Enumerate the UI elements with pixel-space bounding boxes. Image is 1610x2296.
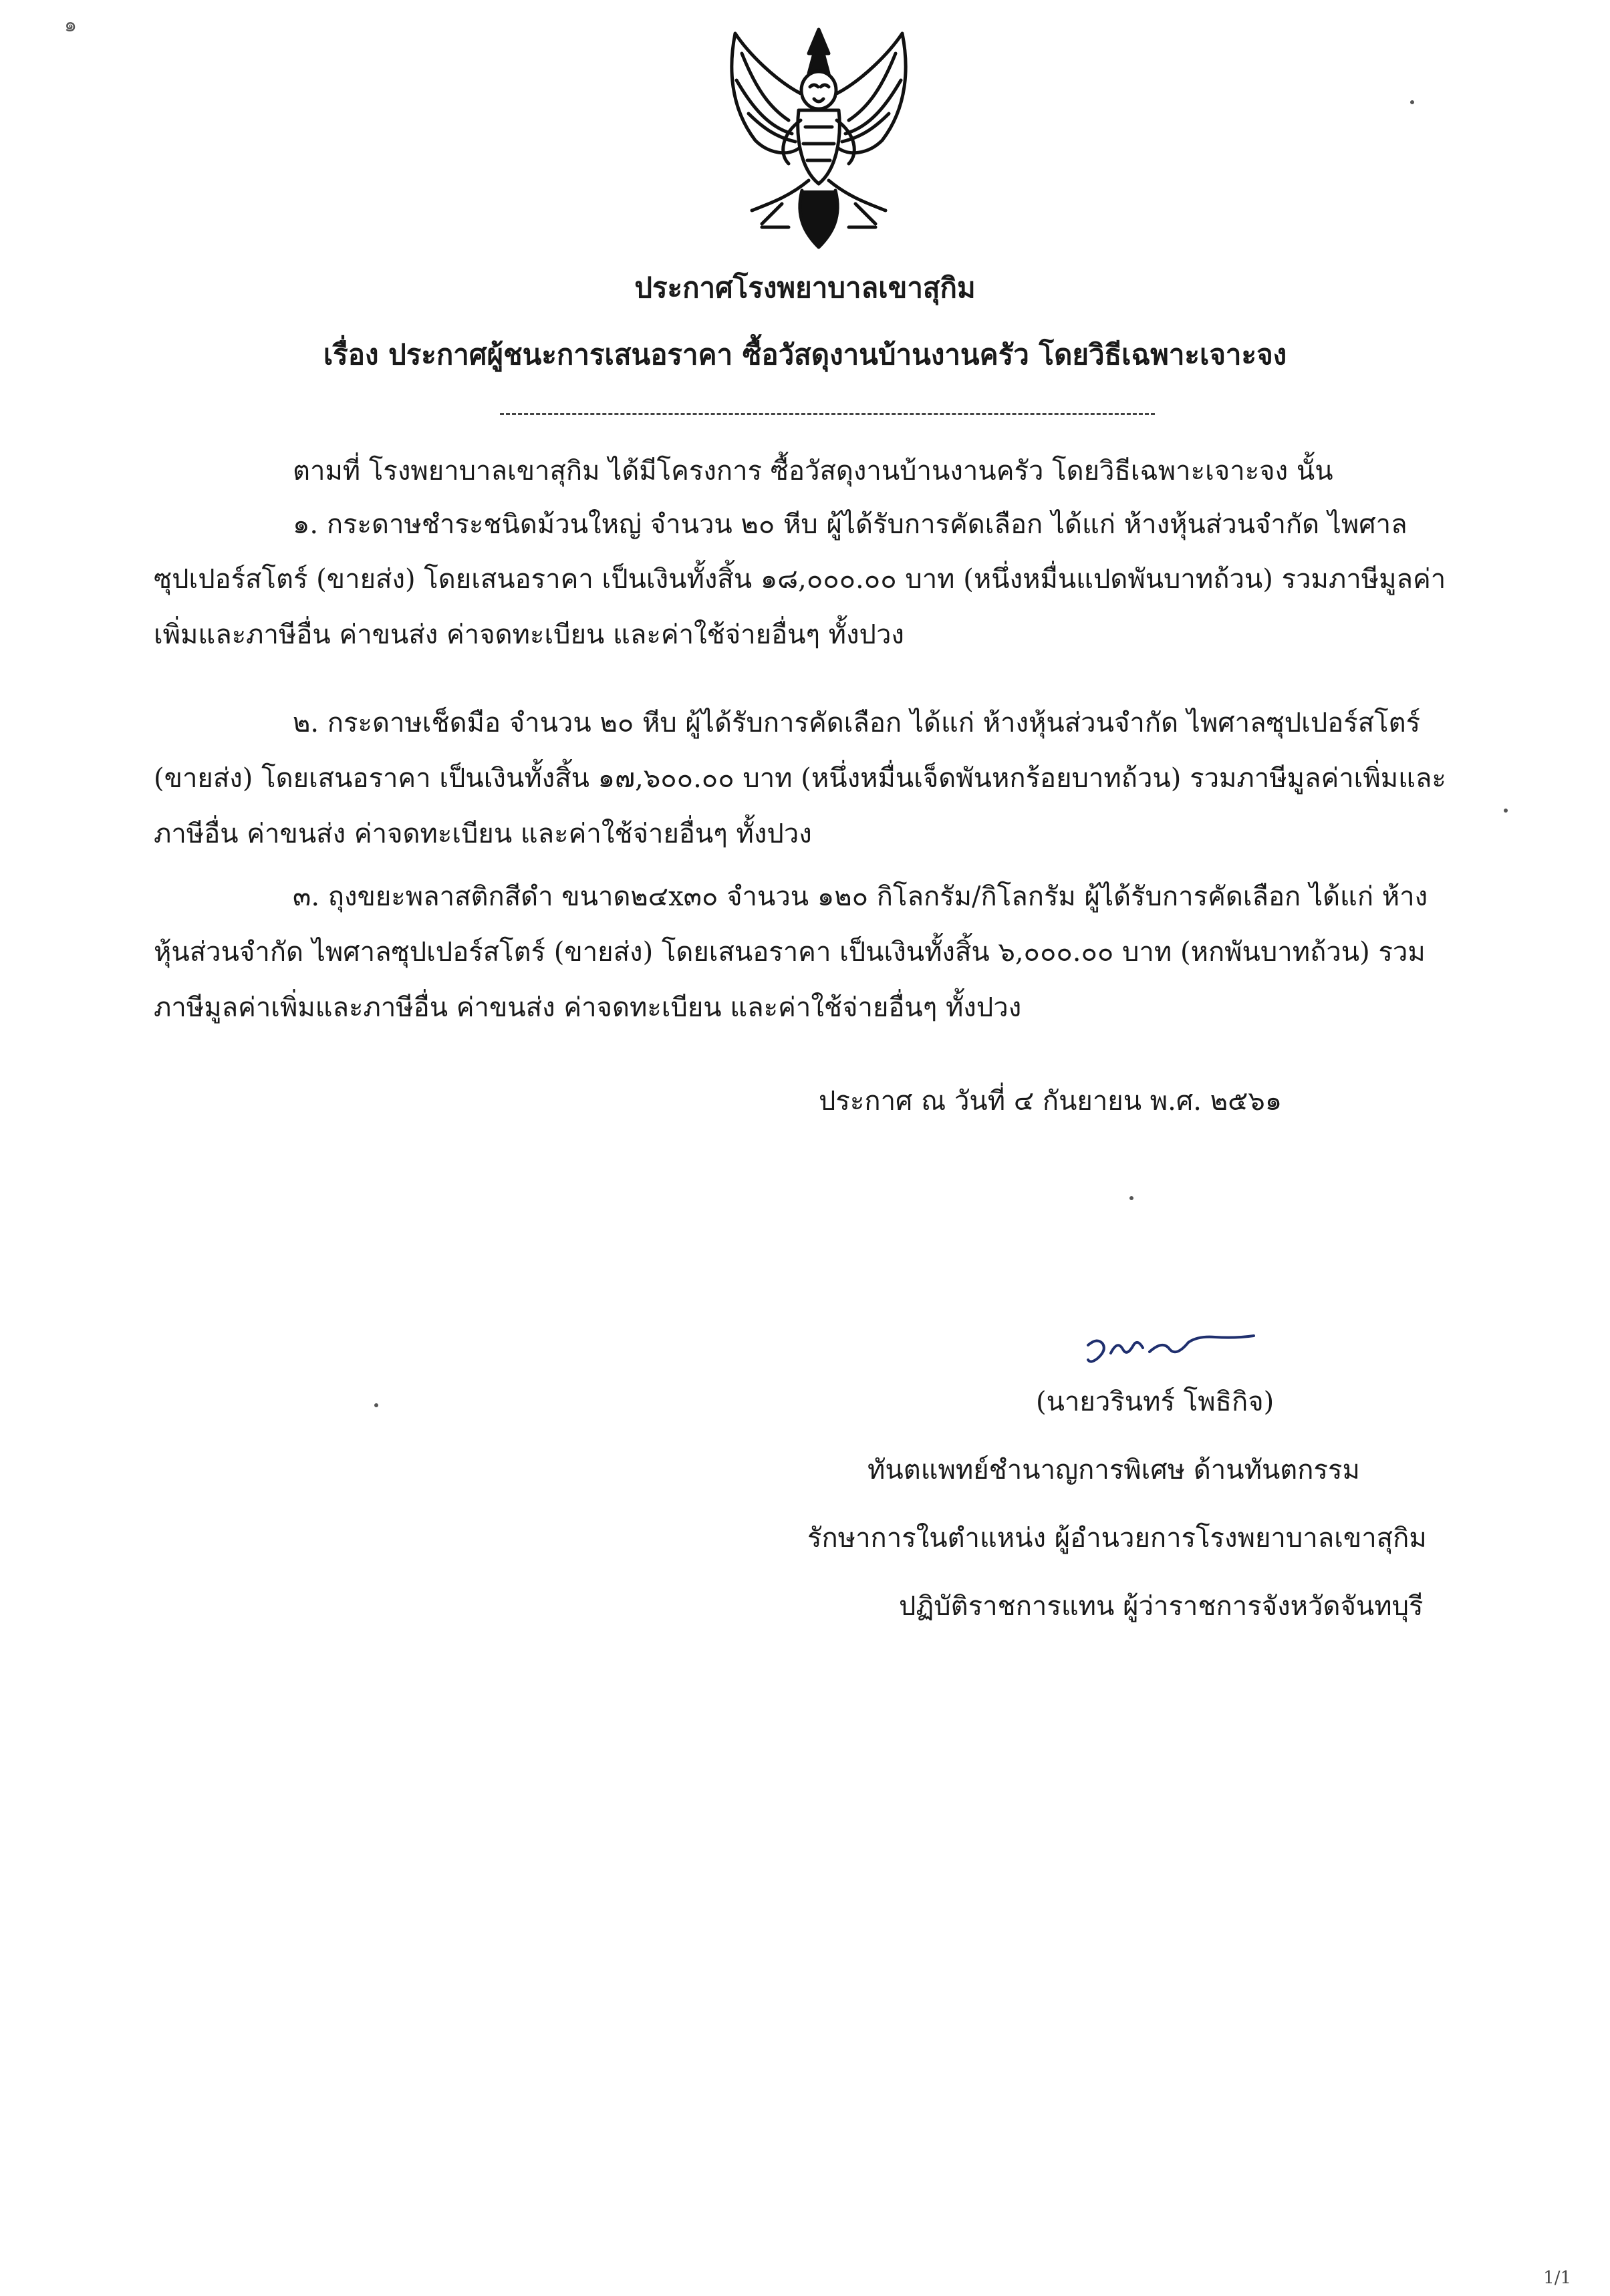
item-3-line-3: ภาษีมูลค่าเพิ่มและภาษีอื่น ค่าขนส่ง ค่าจดทะเบียน และค่าใช้จ่ายอื่นๆ ทั้งปวง <box>154 992 1022 1023</box>
signer-position-3: ปฏิบัติราชการแทน ผู้ว่าราชการจังหวัดจันทบุรี <box>899 1591 1424 1622</box>
announce-date: ประกาศ ณ วันที่ ๔ กันยายน พ.ศ. ๒๕๖๑ <box>819 1086 1283 1117</box>
item-2-line-3: ภาษีอื่น ค่าขนส่ง ค่าจดทะเบียน และค่าใช้จ่ายอื่นๆ ทั้งปวง <box>154 819 812 849</box>
announcement-subject: เรื่อง ประกาศผู้ชนะการเสนอราคา ซื้อวัสดุงานบ้านงานครัว โดยวิธีเฉพาะเจาะจง <box>323 338 1287 371</box>
scan-speck <box>1410 100 1414 104</box>
signer-position-2: รักษาการในตำแหน่ง ผู้อำนวยการโรงพยาบาลเขาสุกิม <box>807 1523 1427 1554</box>
page-number: 1/1 <box>1543 2268 1571 2288</box>
signer-name: (นายวรินทร์ โพธิกิจ) <box>1036 1387 1274 1417</box>
scan-speck <box>1504 809 1508 813</box>
item-3-line-1: ๓. ถุงขยะพลาสติกสีดำ ขนาด๒๔x๓๐ จำนวน ๑๒๐ กิโลกรัม/กิโลกรัม ผู้ได้รับการคัดเลือก ได้แก่ ห้าง <box>293 881 1428 912</box>
scan-speck <box>374 1403 378 1407</box>
item-2-line-2: (ขายส่ง) โดยเสนอราคา เป็นเงินทั้งสิ้น ๑๗,๖๐๐.๐๐ บาท (หนึ่งหมื่นเจ็ดพันหกร้อยบาทถ้วน) รวมภาษีมูลค่าเพิ่มและ <box>154 763 1446 794</box>
scan-speck <box>1129 1196 1133 1200</box>
corner-mark: ๑ <box>64 13 78 37</box>
item-3-line-2: หุ้นส่วนจำกัด ไพศาลซุปเปอร์สโตร์ (ขายส่ง) โดยเสนอราคา เป็นเงินทั้งสิ้น ๖,๐๐๐.๐๐ บาท (หกพันบาทถ้วน) รวม <box>154 937 1426 968</box>
announcement-title: ประกาศโรงพยาบาลเขาสุกิม <box>634 271 976 304</box>
intro-paragraph: ตามที่ โรงพยาบาลเขาสุกิม ได้มีโครงการ ซื้อวัสดุงานบ้านงานครัว โดยวิธีเฉพาะเจาะจง นั้น <box>293 456 1333 486</box>
item-1-line-2: ซุปเปอร์สโตร์ (ขายส่ง) โดยเสนอราคา เป็นเงินทั้งสิ้น ๑๘,๐๐๐.๐๐ บาท (หนึ่งหมื่นแปดพันบาทถ้วน) รวมภาษีมูลค่า <box>154 564 1446 595</box>
item-1-line-3: เพิ่มและภาษีอื่น ค่าขนส่ง ค่าจดทะเบียน และค่าใช้จ่ายอื่นๆ ทั้งปวง <box>154 619 904 650</box>
signer-position-1: ทันตแพทย์ชำนาญการพิเศษ ด้านทันตกรรม <box>867 1455 1360 1485</box>
handwritten-signature <box>1076 1326 1263 1373</box>
item-2-line-1: ๒. กระดาษเช็ดมือ จำนวน ๒๐ หีบ ผู้ได้รับการคัดเลือก ได้แก่ ห้างหุ้นส่วนจำกัด ไพศาลซุปเปอร์สโตร์ <box>293 708 1421 738</box>
garuda-emblem-icon <box>715 27 922 254</box>
divider <box>500 413 1155 415</box>
item-1-line-1: ๑. กระดาษชำระชนิดม้วนใหญ่ จำนวน ๒๐ หีบ ผู้ได้รับการคัดเลือก ได้แก่ ห้างหุ้นส่วนจำกัด ไพศาล <box>293 509 1407 540</box>
